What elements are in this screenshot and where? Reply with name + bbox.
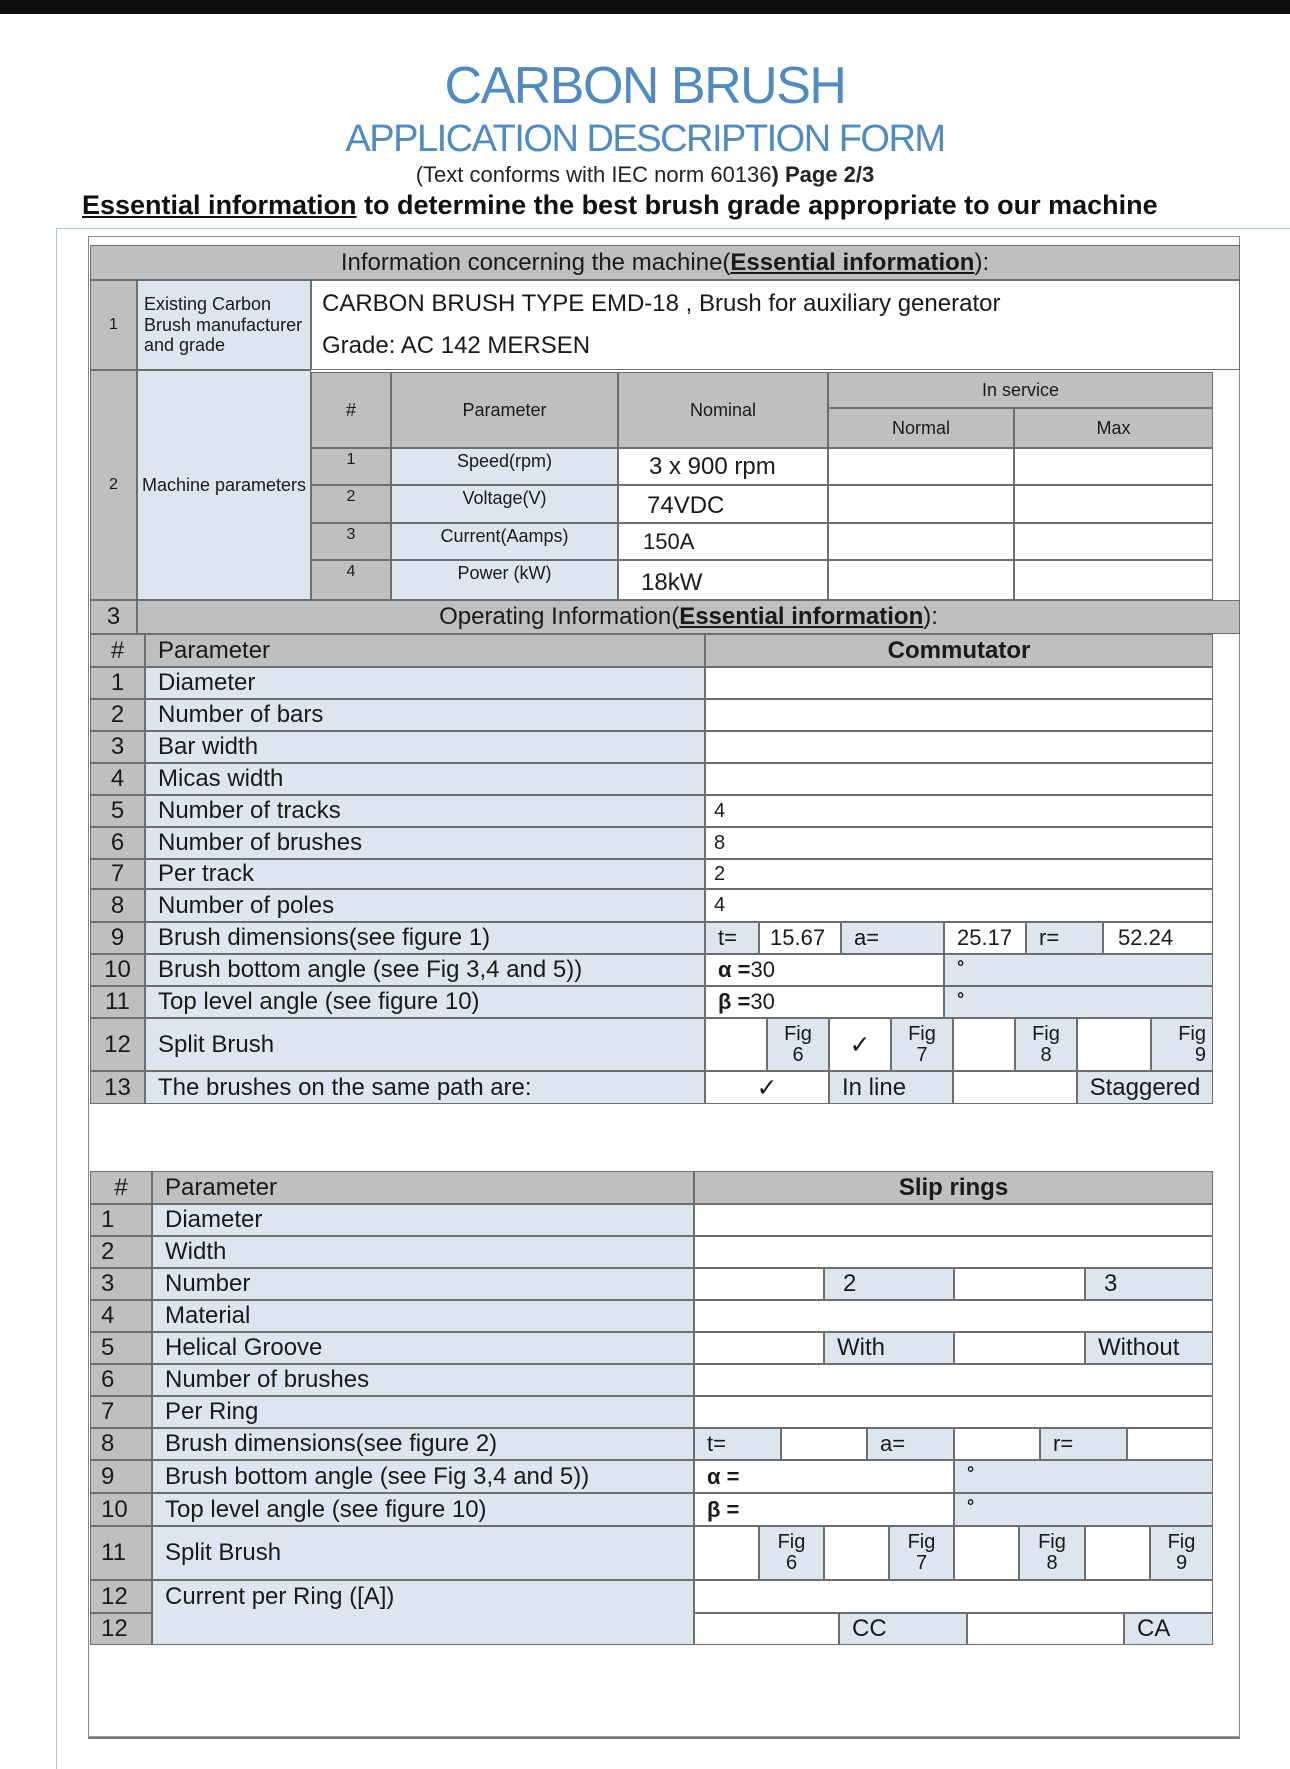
cc-label: CC	[839, 1613, 967, 1645]
number-opt2-checkbox[interactable]	[954, 1268, 1085, 1300]
param-name: Speed(rpm)	[391, 448, 618, 485]
number-opt1-label: 2	[824, 1268, 954, 1300]
section3-num: 3	[90, 600, 137, 634]
alpha-input[interactable]	[705, 954, 944, 986]
slip-alpha-degree-unit: °	[954, 1460, 1213, 1493]
inline-checkbox[interactable]: ✓	[705, 1071, 829, 1104]
staggered-label: Staggered	[1077, 1071, 1213, 1104]
groove-with-label: With	[824, 1332, 954, 1364]
slip-row-name: Top level angle (see figure 10)	[152, 1493, 694, 1526]
slip-split-fig8-checkbox[interactable]	[954, 1526, 1019, 1580]
dim-t-label: t=	[705, 922, 759, 954]
comm-row-name: Micas width	[145, 763, 705, 795]
ca-checkbox[interactable]	[967, 1613, 1124, 1645]
param-normal-input[interactable]	[828, 523, 1014, 560]
slip-dim-a-label: a=	[867, 1428, 954, 1460]
comm-row-value[interactable]: 8	[705, 827, 1213, 859]
frame-divider	[88, 1736, 1240, 1737]
comm-row-name: The brushes on the same path are:	[145, 1071, 705, 1104]
slip-row-name: Width	[152, 1236, 694, 1268]
ca-label: CA	[1124, 1613, 1213, 1645]
slip-row-num: 12	[90, 1580, 152, 1613]
fig6-line1: Fig	[784, 1022, 812, 1045]
comm-row-value[interactable]	[705, 731, 1213, 763]
param-normal-input[interactable]	[828, 485, 1014, 523]
comm-row-name: Split Brush	[145, 1018, 705, 1071]
slip-alpha-input[interactable]: α =	[694, 1460, 954, 1493]
slip-header-num: #	[90, 1171, 152, 1204]
page-label: Page 2/3	[784, 162, 875, 187]
number-opt1-checkbox[interactable]	[694, 1268, 824, 1300]
slip-row-num: 10	[90, 1493, 152, 1526]
alpha-label: α =	[718, 957, 751, 982]
param-num: 4	[311, 560, 391, 600]
alpha-degree-unit: °	[944, 954, 1213, 986]
row1-label: Existing Carbon Brush manufacturer and grade	[137, 280, 311, 370]
cc-checkbox[interactable]	[694, 1613, 839, 1645]
slip-row-num: 1	[90, 1204, 152, 1236]
comm-row-name: Number of poles	[145, 889, 705, 922]
split-fig9-label	[1151, 1018, 1213, 1071]
inline-label: In line	[829, 1071, 953, 1104]
slip-width-input[interactable]	[694, 1236, 1213, 1268]
comm-row-name: Brush dimensions(see figure 1)	[145, 922, 705, 954]
machine-title-prefix: Information concerning the machine(	[340, 248, 731, 276]
top-bar	[0, 0, 1290, 14]
slip-split-fig9-label	[1150, 1526, 1213, 1580]
row2-num: 2	[90, 370, 137, 600]
slip-row-num: 11	[90, 1526, 152, 1580]
slip-split-fig8-label	[1019, 1526, 1085, 1580]
alpha-value: 30	[750, 957, 775, 982]
param-normal-input[interactable]	[828, 560, 1014, 600]
slip-row-num: 12	[90, 1613, 152, 1645]
slip-diameter-input[interactable]	[694, 1204, 1213, 1236]
essential-underlined: Essential information	[82, 190, 357, 220]
fig9-line1: Fig	[1178, 1022, 1206, 1045]
comm-row-num: 5	[90, 795, 145, 827]
split-fig7-checkbox[interactable]: ✓	[829, 1018, 891, 1071]
current-per-ring-input[interactable]	[694, 1580, 1213, 1613]
slip-split-fig9-checkbox[interactable]	[1085, 1526, 1150, 1580]
split-fig6-label	[767, 1018, 829, 1071]
slip-row-name: Brush bottom angle (see Fig 3,4 and 5))	[152, 1460, 694, 1493]
existing-brush-value[interactable]	[311, 280, 1240, 370]
beta-degree-unit: °	[944, 986, 1213, 1018]
comm-row-num: 10	[90, 954, 145, 986]
comm-row-num: 13	[90, 1071, 145, 1104]
split-fig7-label	[891, 1018, 953, 1071]
slip-header-slip-rings: Slip rings	[694, 1171, 1213, 1204]
param-nominal-input[interactable]: 18kW	[618, 560, 828, 600]
param-name: Power (kW)	[391, 560, 618, 600]
dim-a-input[interactable]: 25.17	[944, 922, 1026, 954]
slip-fig7-line2: 7	[915, 1552, 928, 1574]
groove-without-label: Without	[1085, 1332, 1213, 1364]
groove-without-checkbox[interactable]	[954, 1332, 1085, 1364]
comm-row-name: Number of brushes	[145, 827, 705, 859]
machine-title-suffix: ):	[974, 248, 990, 276]
beta-label: β =	[718, 989, 751, 1014]
number-opt2-label: 3	[1085, 1268, 1213, 1300]
row1-num: 1	[90, 280, 137, 370]
param-max-input[interactable]	[1014, 485, 1213, 523]
slip-num-brushes-input[interactable]	[694, 1364, 1213, 1396]
slip-split-fig6-checkbox[interactable]	[694, 1526, 759, 1580]
comm-header-parameter: Parameter	[145, 634, 705, 667]
row2-label: Machine parameters	[137, 370, 311, 600]
slip-row-name: Number	[152, 1268, 694, 1300]
split-fig8-label	[1015, 1018, 1077, 1071]
comm-row-name: Number of bars	[145, 699, 705, 731]
brush-grade-line: Grade: AC 142 MERSEN	[322, 332, 591, 359]
comm-row-value[interactable]: 4	[705, 889, 1213, 922]
comm-row-name: Top level angle (see figure 10)	[145, 986, 705, 1018]
slip-row-name: Brush dimensions(see figure 2)	[152, 1428, 694, 1460]
dim-r-input[interactable]: 52.24	[1103, 922, 1213, 954]
comm-row-value[interactable]	[705, 763, 1213, 795]
comm-row-num: 7	[90, 859, 145, 889]
slip-beta-degree-unit: °	[954, 1493, 1213, 1526]
slip-split-fig7-label	[889, 1526, 954, 1580]
comm-row-num: 9	[90, 922, 145, 954]
slip-fig8-line2: 8	[1046, 1552, 1058, 1574]
slip-split-fig6-label	[759, 1526, 824, 1580]
slip-dim-t-input[interactable]	[781, 1428, 867, 1460]
split-fig8-checkbox[interactable]	[953, 1018, 1015, 1071]
fig7-line1: Fig	[908, 1022, 936, 1045]
dim-r-label: r=	[1026, 922, 1103, 954]
slip-dim-r-input[interactable]	[1127, 1428, 1213, 1460]
slip-row-name: Current per Ring ([A])	[152, 1580, 694, 1645]
slip-dim-r-label: r=	[1040, 1428, 1127, 1460]
slip-per-ring-input[interactable]	[694, 1396, 1213, 1428]
param-nominal-input[interactable]: 74VDC	[618, 485, 828, 523]
slip-row-num: 4	[90, 1300, 152, 1332]
comm-row-name: Diameter	[145, 667, 705, 699]
slip-fig9-line1: Fig	[1167, 1531, 1196, 1553]
slip-fig6-line2: 6	[785, 1552, 798, 1574]
param-name: Current(Aamps)	[391, 523, 618, 560]
slip-dim-a-input[interactable]	[954, 1428, 1040, 1460]
slip-row-name: Per Ring	[152, 1396, 694, 1428]
param-num: 2	[311, 485, 391, 523]
staggered-checkbox[interactable]	[953, 1071, 1077, 1104]
comm-row-num: 1	[90, 667, 145, 699]
slip-row-num: 7	[90, 1396, 152, 1428]
param-header-nominal: Nominal	[618, 372, 828, 448]
comm-row-num: 3	[90, 731, 145, 763]
param-name: Voltage(V)	[391, 485, 618, 523]
slip-row-name: Diameter	[152, 1204, 694, 1236]
dim-a-label: a=	[841, 922, 944, 954]
param-max-input[interactable]	[1014, 523, 1213, 560]
machine-title-bold: Essential information	[730, 248, 975, 276]
slip-split-fig7-checkbox[interactable]	[824, 1526, 889, 1580]
param-num: 3	[311, 523, 391, 560]
slip-row-num: 6	[90, 1364, 152, 1396]
param-max-input[interactable]	[1014, 560, 1213, 600]
comm-row-name: Bar width	[145, 731, 705, 763]
param-nominal-input[interactable]: 3 x 900 rpm	[618, 448, 828, 485]
param-max-input[interactable]	[1014, 448, 1213, 485]
operating-title-suffix: ):	[923, 603, 938, 630]
beta-input[interactable]	[705, 986, 944, 1018]
slip-row-num: 5	[90, 1332, 152, 1364]
param-header-max: Max	[1014, 408, 1213, 448]
slip-header-parameter: Parameter	[152, 1171, 694, 1204]
param-header-normal: Normal	[828, 408, 1014, 448]
slip-fig7-line1: Fig	[907, 1531, 936, 1553]
comm-row-value[interactable]	[705, 699, 1213, 731]
split-fig9-checkbox[interactable]	[1077, 1018, 1151, 1071]
slip-row-name: Helical Groove	[152, 1332, 694, 1364]
slip-row-num: 3	[90, 1268, 152, 1300]
comm-header-num: #	[90, 634, 145, 667]
operating-title-bold: Essential information	[679, 603, 924, 630]
slip-row-name: Material	[152, 1300, 694, 1332]
slip-beta-input[interactable]: β =	[694, 1493, 954, 1526]
comm-row-num: 4	[90, 763, 145, 795]
slip-fig8-line1: Fig	[1038, 1531, 1066, 1553]
norm-close: )	[771, 162, 779, 187]
param-header-in-service: In service	[828, 372, 1213, 408]
comm-row-name: Brush bottom angle (see Fig 3,4 and 5))	[145, 954, 705, 986]
comm-row-name: Per track	[145, 859, 705, 889]
comm-row-num: 11	[90, 986, 145, 1018]
norm-line	[0, 162, 1290, 188]
param-normal-input[interactable]	[828, 448, 1014, 485]
slip-row-num: 8	[90, 1428, 152, 1460]
slip-dim-t-label: t=	[694, 1428, 781, 1460]
comm-row-value[interactable]: 2	[705, 859, 1213, 889]
fig6-line2: 6	[792, 1043, 804, 1066]
fig8-line2: 8	[1040, 1043, 1052, 1066]
form-subtitle: APPLICATION DESCRIPTION FORM	[345, 118, 945, 160]
comm-row-num: 8	[90, 889, 145, 922]
comm-header-commutator: Commutator	[705, 634, 1213, 667]
slip-row-num: 9	[90, 1460, 152, 1493]
fig7-line2: 7	[916, 1043, 928, 1066]
slip-row-num: 2	[90, 1236, 152, 1268]
comm-row-value[interactable]: 4	[705, 795, 1213, 827]
essential-heading	[82, 190, 1158, 221]
param-nominal-input[interactable]: 150A	[618, 523, 828, 560]
fig8-line1: Fig	[1032, 1022, 1060, 1045]
form-title: CARBON BRUSH	[444, 57, 846, 115]
slip-fig9-line2: 9	[1175, 1552, 1188, 1574]
beta-value: 30	[750, 989, 775, 1014]
comm-row-num: 2	[90, 699, 145, 731]
operating-section-title	[137, 600, 1240, 634]
groove-with-checkbox[interactable]	[694, 1332, 824, 1364]
slip-fig6-line1: Fig	[777, 1531, 806, 1553]
param-header-num: #	[311, 372, 391, 448]
fig9-line2: 9	[1194, 1043, 1206, 1066]
dim-t-input[interactable]: 15.67	[759, 922, 841, 954]
param-num: 1	[311, 448, 391, 485]
essential-rest: to determine the best brush grade appropriate to our machine	[356, 190, 1158, 220]
slip-row-name: Split Brush	[152, 1526, 694, 1580]
machine-section-title	[90, 245, 1240, 280]
comm-row-num: 12	[90, 1018, 145, 1071]
slip-row-name: Number of brushes	[152, 1364, 694, 1396]
split-fig6-checkbox[interactable]	[705, 1018, 767, 1071]
comm-row-name: Number of tracks	[145, 795, 705, 827]
operating-title-prefix: Operating Information(	[439, 603, 680, 630]
param-header-parameter: Parameter	[391, 372, 618, 448]
brush-type-line: CARBON BRUSH TYPE EMD-18 , Brush for auxiliary generator	[322, 290, 1001, 317]
comm-row-num: 6	[90, 827, 145, 859]
norm-text: (Text conforms with IEC norm 60136	[415, 162, 772, 187]
slip-material-input[interactable]	[694, 1300, 1213, 1332]
comm-row-value[interactable]	[705, 667, 1213, 699]
